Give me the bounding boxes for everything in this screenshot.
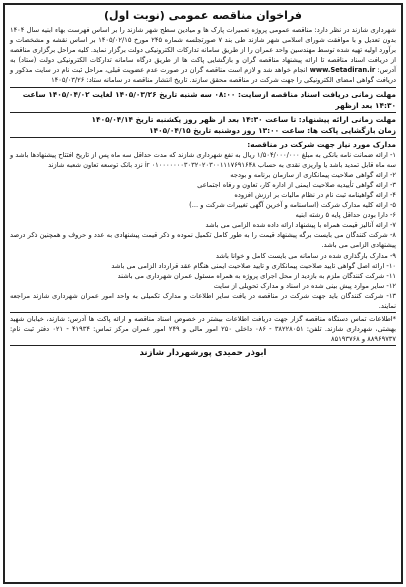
divider [10,87,396,88]
divider [10,112,396,113]
list-item: ۱۰- ارائه اصل گواهی تایید صلاحیت پیمانکاری و تایید صلاحیت ایمنی هنگام عقد قرارداد الزامی می باشد [111,261,396,270]
requirements-list [10,150,396,312]
list-item: ۱۳- شرکت کنندگان باید جهت شرکت در مناقصه در یافت سایر اطلاعات و مدارک تکمیلی به واحد امور عمران شهرداری شازند مراجعه نمایند. [10,291,396,310]
divider [10,312,396,313]
list-item: ۷- ارائه آنالیز قیمت همراه با پیشنهاد ارائه داده شده الزامی می باشد [205,221,396,230]
deadline-submit: مهلت زمانی ارائه پیشنهاد: تا ساعت ۱۴:۳۰ بعد از ظهر روز یکشنبه تاریخ ۱۴۰۵/۰۴/۱۴ [91,114,396,124]
opening-time: زمان بازگشایی پاکت ها: ساعت ۱۳:۰۰ روز دوشنبه تاریخ ۱۴۰۵/۰۴/۱۵ [149,125,396,135]
list-item: ۶- دارا بودن حداقل پایه ۵ رشته ابنیه [295,211,396,220]
list-item: ۳- ارائه گواهی تأییدیه صلاحیت ایمنی از اداره کار، تعاون و رفاه اجتماعی [197,180,396,189]
list-item: ۸- شرکت کنندگان می بایست برگه پیشنهاد قیمت را به طور کامل تکمیل نموده و ذکر قیمت پیشنهادی به عدد و حروف و همچنین ذکر درصد پیشنهادی الزامی می باشد. [10,231,396,250]
docs-heading: مدارک مورد نیاز جهت شرکت در مناقصه: [247,139,396,149]
deadline-receive: مهلت زمانی دریافت اسناد مناقصه ازسایت: ۰۸:۰۰ سه شنبه تاریخ ۱۴۰۵/۰۳/۲۶ لغایت ۱۴۰۵/۰۴/۰۲ ساعت ۱۴:۳۰ بعد ازظهر [22,89,396,110]
intro-text: شهرداری شازند در نظر دارد: مناقصه عمومی پروژه تعمیرات پارک ها و میادین سطح شهر شازند را بر اساس فهرست بهاء ابنیه سال ۱۴۰۴ بدون تعدیل و با موافقت شورای اسلامی شهر شازند طی بند ۷ صورتجلسه شماره ۲۴۵ مورخ ۱۴۰۵/۰۲/۱۵ بر اساس نقشه و مشخصات و برآورد اولیه تهیه شده توسط مهندسین واحد عمران را از طریق سامانه تدارکات الکترونیکی دولت برگزار نماید. کلیه مراحل برگزاری مناقصه از دریافت اسناد مناقصه تا ارائه پیشنهاد مناقصه گران و بازگشایی پاکت ها از طریق درگاه سامانه تدارکات الکترونیکی دولت (ستاد) به آدرس: [10,26,396,75]
divider [10,137,396,138]
website-link[interactable]: www.Setadiran.ir [309,66,376,75]
list-item: ۲- ارائه گواهی صلاحیت پیمانکاری از سازمان برنامه و بودجه [230,170,396,179]
list-item: ۹- مدارک بارگذاری شده در سامانه می بایست کامل و خوانا باشد [215,251,396,260]
tender-notice [3,3,403,584]
contact-info: *اطلاعات تماس دستگاه مناقصه گزار جهت دریافت اطلاعات بیشتر در خصوص اسناد مناقصه و ارائه پاکت ها آدرس: شازند، خیابان شهید بهشتی، شهرداری شازند. تلفن: ۳۸۲۲۸۰۵۱ - ۰۸۶ داخلی ۲۵۰ امور مالی و ۲۴۹ امور عمران مرکز تماس: ۴۱۹۳۴ - ۰۲۱ دفتر ثبت نام: ۸۸۹۶۹۷۳۷ و ۸۵۱۹۳۷۶۸ [10,315,396,344]
notice-title: فراخوان مناقصه عمومی (نوبت اول) [104,9,302,22]
list-item: ۱- ارائه ضمانت نامه بانکی به مبلغ ۱/۵۰۴/۰۰۰/۰۰۰ ریال به نفع شهرداری شازند که مدت حداقل سه ماه پس از تاریخ افتتاح پیشنهادها باشد و سه ماه قابل تمدید باشد یا واریزی نقدی به حساب ir ۰۱۰۰۰۰۰۰۰۳۰۳۲۰۲۰۳۰۰۱۱۱۷۶۹۱۶۴۸ نزد بانک توسعه تعاون شعبه شازند [10,150,396,169]
list-item: ۱۲- سایر موارد پیش بینی شده در اسناد و مدارک تحویلی از سایت [213,281,396,290]
signature: ابوذر حمیدی پورشهردار شازند [139,348,267,359]
list-item: ۵- ارائه کلیه مدارک شرکت (اساسنامه و آخرین آگهی تغییرات شرکت و ...) [189,201,396,210]
intro-paragraph [10,25,396,86]
intro-tail-text: انجام خواهد شد و لازم است مناقصه گران در صورت عدم عضویت قبلی، مراحل ثبت نام در سایت مذکور و دریافت گواهی امضای الکترونیکی را جهت شرکت در مناقصه محقق سازند. تاریخ انتشار مناقصه در سامانه ستاد: ۱۴۰۵/۰۳/۲۶ [10,66,396,85]
list-item: ۴- ارائه گواهینامه ثبت نام در نظام مالیات بر ارزش افزوده [234,190,396,199]
divider [10,345,396,346]
list-item: ۱۱- شرکت کنندگان ملزم به بازدید از محل اجرای پروژه به همراه مسئول عمران شهرداری می باشند [117,271,396,280]
